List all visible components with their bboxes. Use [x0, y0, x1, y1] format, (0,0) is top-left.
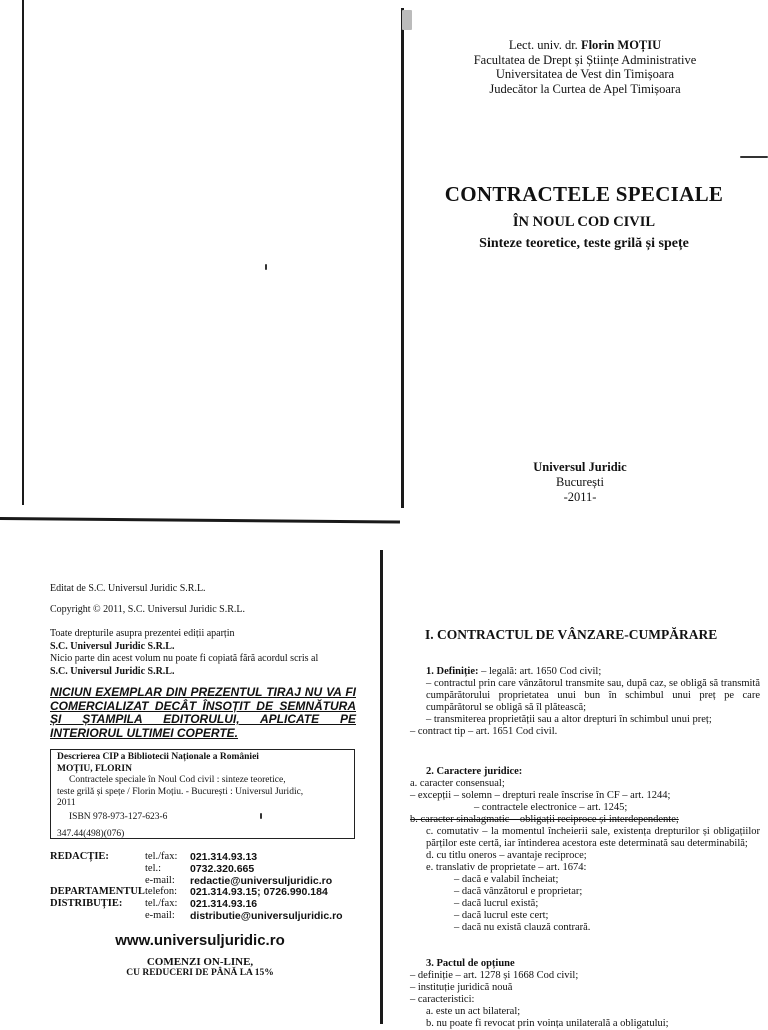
page-fold-divider [0, 517, 400, 523]
author-title: Lect. univ. dr. [508, 38, 581, 52]
cip-header: Descrierea CIP a Bibliotecii Naționale a României [57, 752, 259, 762]
section-characters [410, 766, 760, 934]
character-line: b. caracter sinalagmatic – obligații reciproce și interdependente; [410, 814, 679, 825]
rights-line: Toate drepturile asupra prezentei ediții aparțin [50, 628, 235, 639]
option-line: – instituție juridică nouă [410, 982, 513, 993]
option-line: – caracteristici: [410, 994, 475, 1005]
character-line: – contractele electronice – art. 1245; [474, 802, 628, 813]
book-tagline: Sinteze teoretice, teste grilă și spețe [479, 236, 689, 251]
page-edge-left [22, 0, 24, 505]
character-line: e. translativ de proprietate – art. 1674: [426, 862, 587, 873]
rights-line: S.C. Universul Juridic S.R.L. [50, 665, 175, 677]
section-definition [410, 666, 760, 738]
contact-type: telefon: [145, 886, 178, 897]
cip-author: MOȚIU, FLORIN [57, 763, 132, 774]
contact-value: 021.314.93.16 [190, 898, 258, 910]
publisher-block [470, 460, 690, 505]
cip-udc: 347.44(498)(076) [57, 829, 125, 839]
cip-title: Contractele speciale în Noul Cod civil : sinteze teoretice, [69, 775, 286, 785]
book-subtitle: ÎN NOUL COD CIVIL [512, 214, 656, 230]
definition-line: – contract tip – art. 1651 Cod civil. [410, 726, 558, 737]
author-line [410, 38, 760, 53]
scan-mark [265, 264, 267, 270]
chapter-title: I. CONTRACTUL DE VÂNZARE-CUMPĂRARE [425, 627, 718, 642]
cip-year: 2011 [57, 798, 76, 808]
contact-type: tel.: [145, 863, 162, 874]
sale-warning: NICIUN EXEMPLAR DIN PREZENTUL TIRAJ NU VA FI COMERCIALIZAT DECÂT ÎNSOȚIT DE SEMNĂTURA ȘI ȘTAMPILA EDITORULUI, APLICATE PE INTERIORUL ULTIMEI COPERTE. [50, 685, 356, 740]
contact-type: tel./fax: [145, 851, 178, 862]
affiliation-university: Universitatea de Vest din Timișoara [495, 67, 675, 81]
dept-label: DISTRIBUȚIE: [50, 898, 123, 909]
website-link[interactable]: www.universuljuridic.ro [115, 932, 285, 949]
rights-line: Nicio parte din acest volum nu poate fi copiată fără acordul scris al [50, 653, 319, 664]
character-line: – dacă nu există clauză contrară. [454, 922, 591, 933]
scan-mark [402, 10, 412, 30]
section-option-pact [410, 958, 760, 1030]
option-line: – definiție – art. 1278 și 1668 Cod civil; [410, 970, 579, 981]
page-gutter-top [401, 8, 404, 508]
author-name: Florin MOȚIU [580, 38, 662, 52]
edited-by: Editat de S.C. Universul Juridic S.R.L. [50, 583, 206, 594]
contact-redactie [50, 851, 370, 891]
character-line: c. comutativ – la momentul încheierii sale, existența drepturilor și obligațiilor părților este certă, iar întinderea acestora este determinată sau determinabilă; [426, 826, 760, 849]
definition-line: – transmiterea proprietății sau a altor drepturi în schimbul unui preț; [426, 714, 712, 725]
definition-first-line [410, 666, 760, 678]
option-line: a. este un act bilateral; [426, 1006, 521, 1017]
rights-line: S.C. Universul Juridic S.R.L. [50, 640, 175, 652]
affiliation-court: Judecător la Curtea de Apel Timișoara [489, 81, 681, 96]
publisher-name: Universul Juridic [533, 460, 627, 474]
scan-mark [740, 156, 768, 158]
contact-type: e-mail: [145, 910, 175, 921]
discount-note: CU REDUCERI DE PÂNĂ LA 15% [126, 968, 274, 978]
distributie-email-link[interactable]: distributie@universuljuridic.ro [190, 910, 343, 922]
section-heading: 2. Caractere juridice: [426, 766, 523, 777]
publisher-city: București [556, 475, 604, 489]
character-line: – dacă lucrul există; [454, 898, 539, 909]
section-heading: 3. Pactul de opțiune [426, 958, 515, 969]
redactie-email-link[interactable]: redactie@universuljuridic.ro [190, 875, 333, 887]
contact-type: tel./fax: [145, 898, 178, 909]
section-heading: 1. Definiție: [426, 666, 479, 677]
redactie-label: REDACȚIE: [50, 851, 109, 862]
cip-isbn: ISBN 978-973-127-623-6 [69, 811, 168, 822]
online-orders: COMENZI ON-LINE, [146, 956, 254, 968]
definition-line: – legală: art. 1650 Cod civil; [478, 666, 602, 677]
book-title: CONTRACTELE SPECIALE [444, 182, 724, 206]
character-line: – excepții – solemn – drepturi reale înscrise în CF – art. 1244; [410, 790, 671, 801]
contact-type: e-mail: [145, 875, 175, 886]
contact-value: 021.314.93.13 [190, 851, 258, 863]
contact-distributie [50, 886, 370, 926]
dept-label: DEPARTAMENTUL [50, 886, 145, 897]
publication-year: -2011- [563, 490, 597, 504]
contact-value: 021.314.93.15; 0726.990.184 [190, 886, 328, 898]
contact-value: 0732.320.665 [190, 863, 255, 875]
character-line: – dacă vânzătorul e proprietar; [454, 886, 583, 897]
character-line: – dacă lucrul este cert; [454, 910, 549, 921]
cip-record [50, 749, 355, 839]
affiliation-faculty: Facultatea de Drept și Științe Administrative [473, 52, 697, 67]
character-line: a. caracter consensual; [410, 778, 505, 789]
copyright-line: Copyright © 2011, S.C. Universul Juridic S.R.L. [50, 604, 246, 615]
character-line: d. cu titlu oneros – avantaje reciproce; [426, 850, 587, 861]
rights-notice [50, 628, 350, 678]
definition-line: – contractul prin care vânzătorul transmite sau, după caz, se obligă să transmită cumpărătorului proprietatea unui bun în schimbul unui preț pe care cumpărătorul se obligă să îl plătească; [426, 678, 760, 713]
author-block [410, 38, 760, 96]
cip-title-cont: teste grilă și spețe / Florin Moțiu. - București : Universul Juridic, [57, 786, 304, 797]
page-gutter-bottom [380, 550, 383, 1024]
option-line: b. nu poate fi revocat prin voința unilaterală a obligatului; [426, 1018, 669, 1029]
character-line: – dacă e valabil încheiat; [454, 874, 559, 885]
